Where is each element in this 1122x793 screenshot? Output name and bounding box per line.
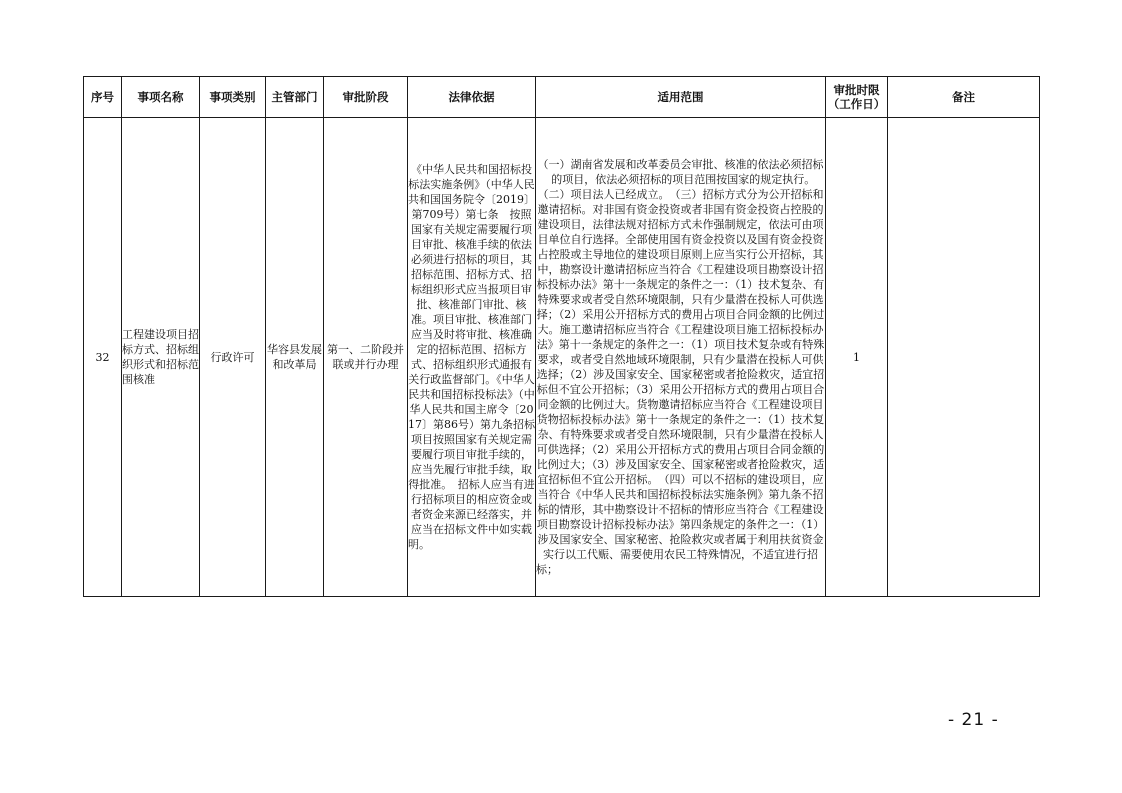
header-legal-basis: 法律依据 — [408, 77, 536, 118]
cell-legal-basis: 《中华人民共和国招标投标法实施条例》（中华人民共和国国务院令〔2019〕第709号）第七条 按照国家有关规定需要履行项目审批、核准手续的依法必须进行招标的项目，其招标范围、招标方式、招标组织形式应当报项目审批、核准部门审批、核准。项目审批、核准部门应当及时将审批、核准确定的招标范围、招标方式、招标组织形式通报有关行政监督部门。《中华人民共和国招标投标法》（中华人民共和国主席令〔2017〕第86号）第九条招标项目按照国家有关规定需要履行项目审批手续的，应当先履行审批手续，取得批准。 招标人应当有进行招标项目的相应资金或者资金来源已经落实，并应当在招标文件中如实载明。 — [408, 118, 536, 597]
header-time-limit-line2: （工作日） — [827, 97, 886, 111]
cell-item-category: 行政许可 — [200, 118, 266, 597]
cell-remarks — [888, 118, 1040, 597]
header-item-category: 事项类别 — [200, 77, 266, 118]
header-remarks: 备注 — [888, 77, 1040, 118]
table-header-row — [84, 77, 1040, 118]
cell-seq: 32 — [84, 118, 122, 597]
header-scope: 适用范围 — [536, 77, 826, 118]
table-row — [84, 118, 1040, 597]
scope-text: （一）湖南省发展和改革委员会审批、核准的依法必须招标的项目，依法必须招标的项目范围按国家的规定执行。 （二）项目法人已经成立。 （三）招标方式分为公开招标和邀请招标。对非国有资金投资或者非国有资金投资占控股的建设项目，法律法规对招标方式未作强制规定，依法可由项目单位自行选择。全部使用国有资金投资以及国有资金投资占控股或主导地位的建设项目原则上应当实行公开招标，其中，勘察设计邀请招标应当符合《工程建设项目勘察设计招标投标办法》第十一条规定的条件之一：（1）技术复杂、有特殊要求或者受自然环境限制，只有少量潜在投标人可供选择；（2）采用公开招标方式的费用占项目合同金额的比例过大。施工邀请招标应当符合《工程建设项目施工招标投标办法》第十一条规定的条件之一：（1）项目技术复杂或有特殊要求，或者受自然地域环境限制，只有少量潜在投标人可供选择；（2）涉及国家安全、国家秘密或者抢险救灾，适宜招标但不宜公开招标；（3）采用公开招标方式的费用占项目合同金额的比例过大。货物邀请招标应当符合《工程建设项目货物招标投标办法》第十一条规定的条件之一：（1）技术复杂、有特殊要求或者受自然环境限制，只有少量潜在投标人可供选择；（2）采用公开招标方式的费用占项目合同金额的比例过大；（3）涉及国家安全、国家秘密或者抢险救灾，适宜招标但不宜公开招标。 （四）可以不招标的建设项目，应当符合《中华人民共和国招标投标法实施条例》第九条不招标的情形，其中勘察设计不招标的情形应当符合《工程建设项目勘察设计招标投标办法》第四条规定的条件之一：（1）涉及国家安全、国家秘密、抢险救灾或者属于利用扶贫资金实行以工代赈、需要使用农民工特殊情况，不适宜进行招标； — [536, 158, 825, 576]
approval-items-table — [83, 76, 1040, 597]
cell-scope — [536, 118, 826, 597]
header-item-name: 事项名称 — [122, 77, 200, 118]
cell-item-name: 工程建设项目招标方式、招标组织形式和招标范围核准 — [122, 118, 200, 597]
header-approval-stage: 审批阶段 — [324, 77, 408, 118]
cell-department: 华容县发展和改革局 — [266, 118, 324, 597]
cell-approval-stage: 第一、二阶段并联或并行办理 — [324, 118, 408, 597]
cell-time-limit: 1 — [826, 118, 888, 597]
page-number: - 21 - — [948, 710, 999, 730]
header-time-limit-line1: 审批时限 — [833, 83, 880, 97]
header-time-limit — [826, 77, 888, 118]
header-department: 主管部门 — [266, 77, 324, 118]
header-seq: 序号 — [84, 77, 122, 118]
